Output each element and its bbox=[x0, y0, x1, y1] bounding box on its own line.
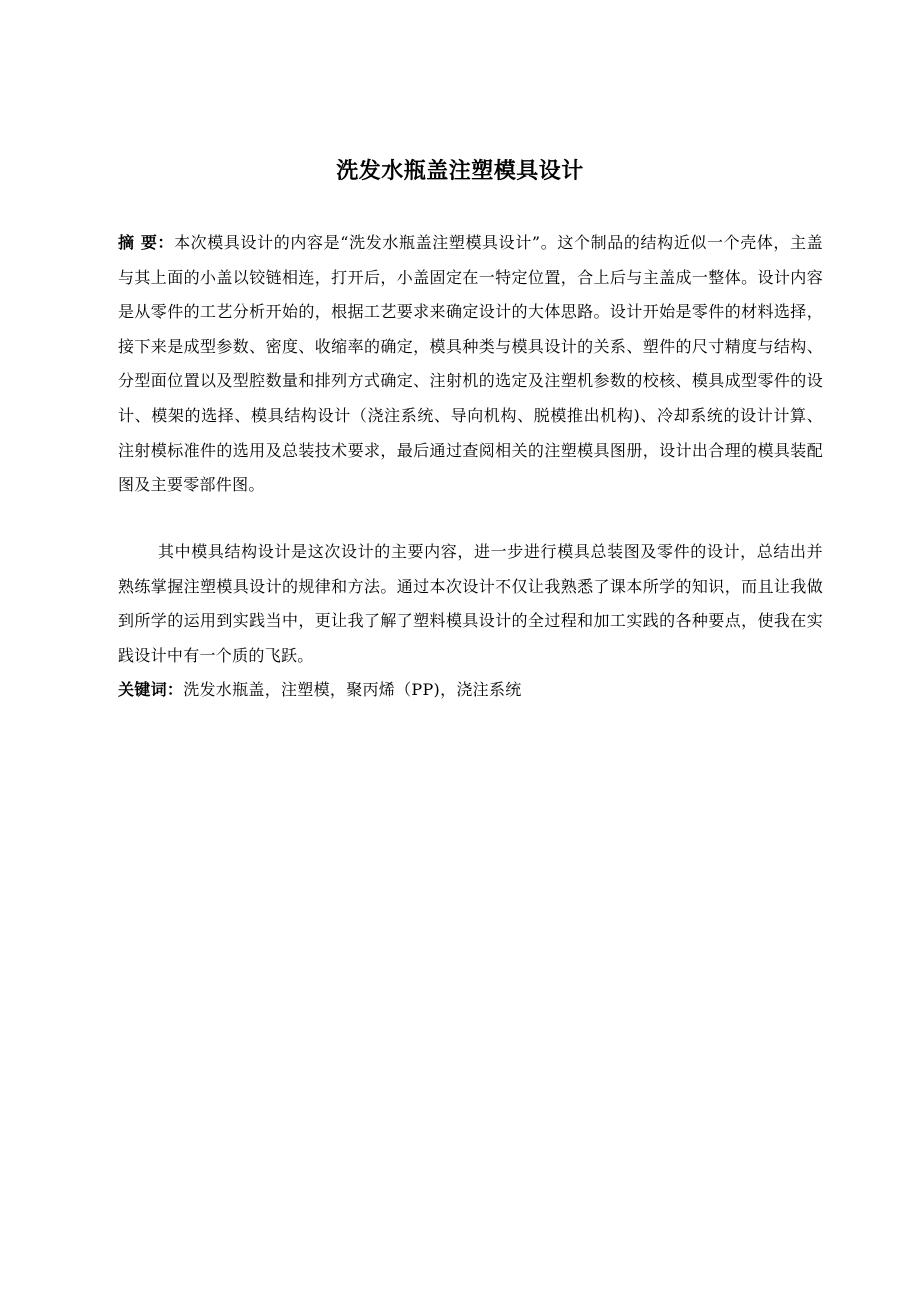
abstract-paragraph bbox=[118, 226, 823, 503]
abstract-text: 本次模具设计的内容是“洗发水瓶盖注塑模具设计”。这个制品的结构近似一个壳体，主盖与其上面的小盖以铰链相连，打开后，小盖固定在一特定位置，合上后与主盖成一整体。设计内容是从零件的工艺分析开始的，根据工艺要求来确定设计的大体思路。设计开始是零件的材料选择，接下来是成型参数、密度、收缩率的确定，模具种类与模具设计的关系、塑件的尺寸精度与结构、分型面位置以及型腔数量和排列方式确定、注射机的选定及注塑机参数的校核、模具成型零件的设计、模架的选择、模具结构设计（浇注系统、导向机构、脱模推出机构)、冷却系统的设计计算、注射模标准件的选用及总装技术要求，最后通过查阅相关的注塑模具图册，设计出合理的模具装配图及主要零部件图。 bbox=[118, 233, 823, 495]
document-title: 洗发水瓶盖注塑模具设计 bbox=[336, 159, 584, 184]
abstract-label: 摘 要： bbox=[118, 233, 175, 252]
keywords-label: 关键词： bbox=[118, 680, 184, 699]
keywords-text: 洗发水瓶盖，注塑模，聚丙烯（PP)，浇注系统 bbox=[183, 680, 522, 699]
keywords-line bbox=[118, 673, 823, 708]
body-paragraph: 其中模具结构设计是这次设计的主要内容，进一步进行模具总装图及零件的设计，总结出并熟练掌握注塑模具设计的规律和方法。通过本次设计不仅让我熟悉了课本所学的知识，而且让我做到所学的运用到实践当中，更让我了解了塑料模具设计的全过程和加工实践的各种要点，使我在实践设计中有一个质的飞跃。 bbox=[118, 542, 823, 665]
